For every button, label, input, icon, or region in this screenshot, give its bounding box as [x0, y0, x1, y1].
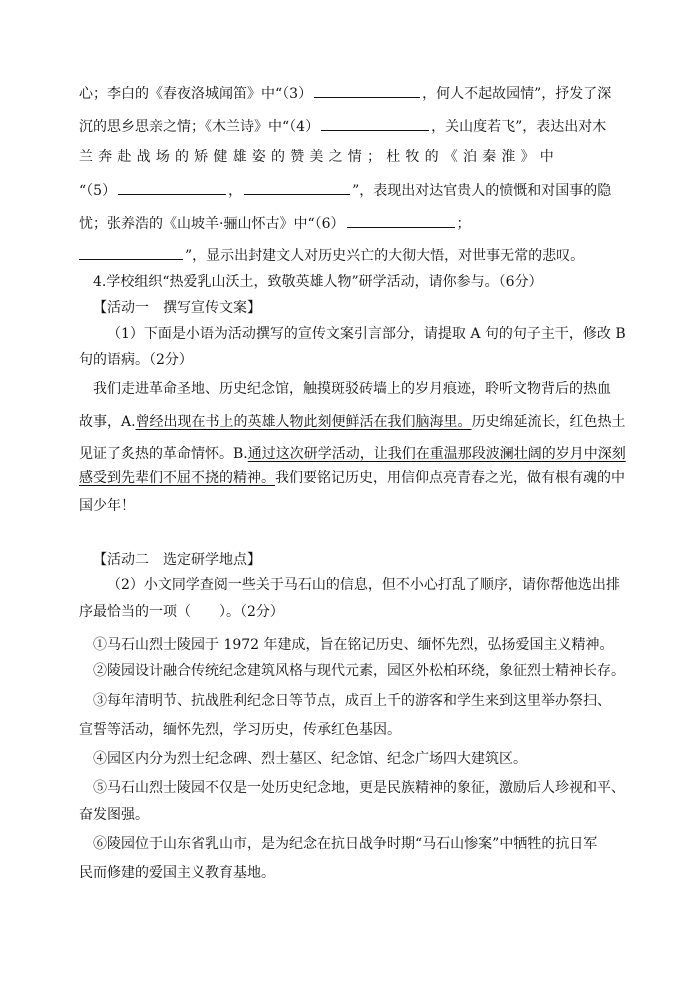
- text-line: [79, 213, 471, 233]
- answer-blank[interactable]: [244, 180, 350, 195]
- text: 见证了炙热的革命情怀。B.: [79, 446, 248, 462]
- answer-blank[interactable]: [347, 213, 455, 228]
- text: 心；李白的《春夜洛城闻笛》中“（3）: [79, 86, 313, 102]
- text: 历史绵延流长，红色热土: [471, 414, 626, 430]
- statement-6-cont: [79, 864, 275, 882]
- text-line: [79, 116, 606, 136]
- statement-5-cont: [79, 806, 149, 824]
- text: （1）下面是小语为活动撰写的宣传文案引言部分，请提取 A 句的句子主干，修改 B: [107, 326, 626, 342]
- text: ②陵园设计融合传统纪念建筑风格与现代元素，园区外松柏环绕，象征烈士精神长存。: [93, 663, 625, 679]
- text: ，何人不起故园情”，抒发了深: [422, 86, 612, 102]
- passage-line: [79, 497, 135, 515]
- text-line: [79, 180, 611, 200]
- statement-1: [93, 636, 614, 654]
- text: 句的语病。（2分）: [79, 352, 193, 368]
- text: 宣誓等活动，缅怀先烈，学习历史，传承红色基因。: [79, 722, 401, 738]
- sentence-a-underlined: 曾经出现在书上的英雄人物此刻便鲜活在我们脑海里。: [135, 414, 472, 430]
- text-line: [79, 245, 584, 265]
- text: ①马石山烈士陵园于 1972 年建成，旨在铭记历史、缅怀先烈，弘扬爱国主义精神。: [93, 637, 614, 653]
- activity-1-heading: [93, 299, 261, 317]
- activity-2-heading: [93, 551, 261, 569]
- text: 兰奔赴战场的矫健雄姿的赞美之情；杜牧的《泊秦淮》中: [79, 149, 559, 165]
- statement-3-cont: [79, 721, 401, 739]
- statement-5: [93, 779, 625, 797]
- statement-2: [93, 662, 625, 680]
- text: ，: [228, 183, 243, 199]
- text: 我们走进革命圣地、历史纪念馆，触摸斑驳砖墙上的岁月痕迹，聆听文物背后的热血: [93, 381, 611, 397]
- text: 奋发图强。: [79, 807, 149, 823]
- text: “（5）: [79, 183, 117, 199]
- sub-question-1: [107, 325, 626, 343]
- text: 故事，A.: [79, 414, 136, 430]
- text: ”，表现出对达官贵人的愤慨和对国事的隐: [352, 183, 612, 199]
- text: 国少年！: [79, 498, 135, 514]
- statement-6: [93, 835, 597, 853]
- sentence-b-underlined: 感受到先辈们不屈不挠的精神。: [79, 470, 275, 486]
- text: 4.学校组织“热爱乳山沃土，致敬英雄人物”研学活动，请你参与。（6分）: [93, 274, 543, 290]
- text: 我们要铭记历史，用信仰点亮青春之光，做有根有魂的中: [275, 470, 625, 486]
- sentence-b-underlined: 通过这次研学活动，让我们在重温那段波澜壮阔的岁月中深刻: [247, 446, 626, 462]
- text: 忧；张养浩的《山坡羊·骊山怀古》中“（6）: [79, 216, 345, 232]
- statement-3: [93, 692, 611, 710]
- text: 序最恰当的一项（ ）。（2分）: [79, 604, 284, 620]
- text-line: [79, 148, 559, 166]
- text: 沉的思乡思亲之情；《木兰诗》中“（4）: [79, 119, 320, 135]
- text: ⑥陵园位于山东省乳山市，是为纪念在抗日战争时期“马石山惨案”中牺牲的抗日军: [93, 836, 598, 852]
- text: ③每年清明节、抗战胜利纪念日等节点，成百上千的游客和学生来到这里举办祭扫、: [93, 693, 611, 709]
- sub-question-2: [107, 576, 620, 594]
- text: ④园区内分为烈士纪念碑、烈士墓区、纪念馆、纪念广场四大建筑区。: [93, 751, 527, 767]
- text-line: [79, 351, 193, 369]
- text: 【活动二 选定研学地点】: [93, 552, 261, 568]
- answer-blank[interactable]: [314, 83, 420, 98]
- passage-line: [93, 380, 611, 398]
- answer-blank[interactable]: [321, 116, 429, 131]
- question-4-title: [93, 273, 543, 291]
- text: ，关山度若飞”，表达出对木: [431, 119, 607, 135]
- text: 【活动一 撰写宣传文案】: [93, 300, 261, 316]
- answer-blank[interactable]: [79, 245, 183, 260]
- text: 民而修建的爱国主义教育基地。: [79, 865, 275, 881]
- text: （2）小文同学查阅一些关于马石山的信息，但不小心打乱了顺序，请你帮他选出排: [107, 577, 620, 593]
- answer-blank[interactable]: [118, 180, 226, 195]
- text-line: [79, 603, 284, 621]
- text: ⑤马石山烈士陵园不仅是一处历史纪念地，更是民族精神的象征，激励后人珍视和平、: [93, 780, 625, 796]
- passage-line: [79, 413, 626, 431]
- passage-line: [79, 469, 625, 487]
- text: ”，显示出封建文人对历史兴亡的大彻大悟，对世事无常的悲叹。: [185, 248, 585, 264]
- statement-4: [93, 750, 527, 768]
- text: ；: [456, 216, 471, 232]
- passage-line: [79, 445, 626, 463]
- text-line: [79, 83, 611, 103]
